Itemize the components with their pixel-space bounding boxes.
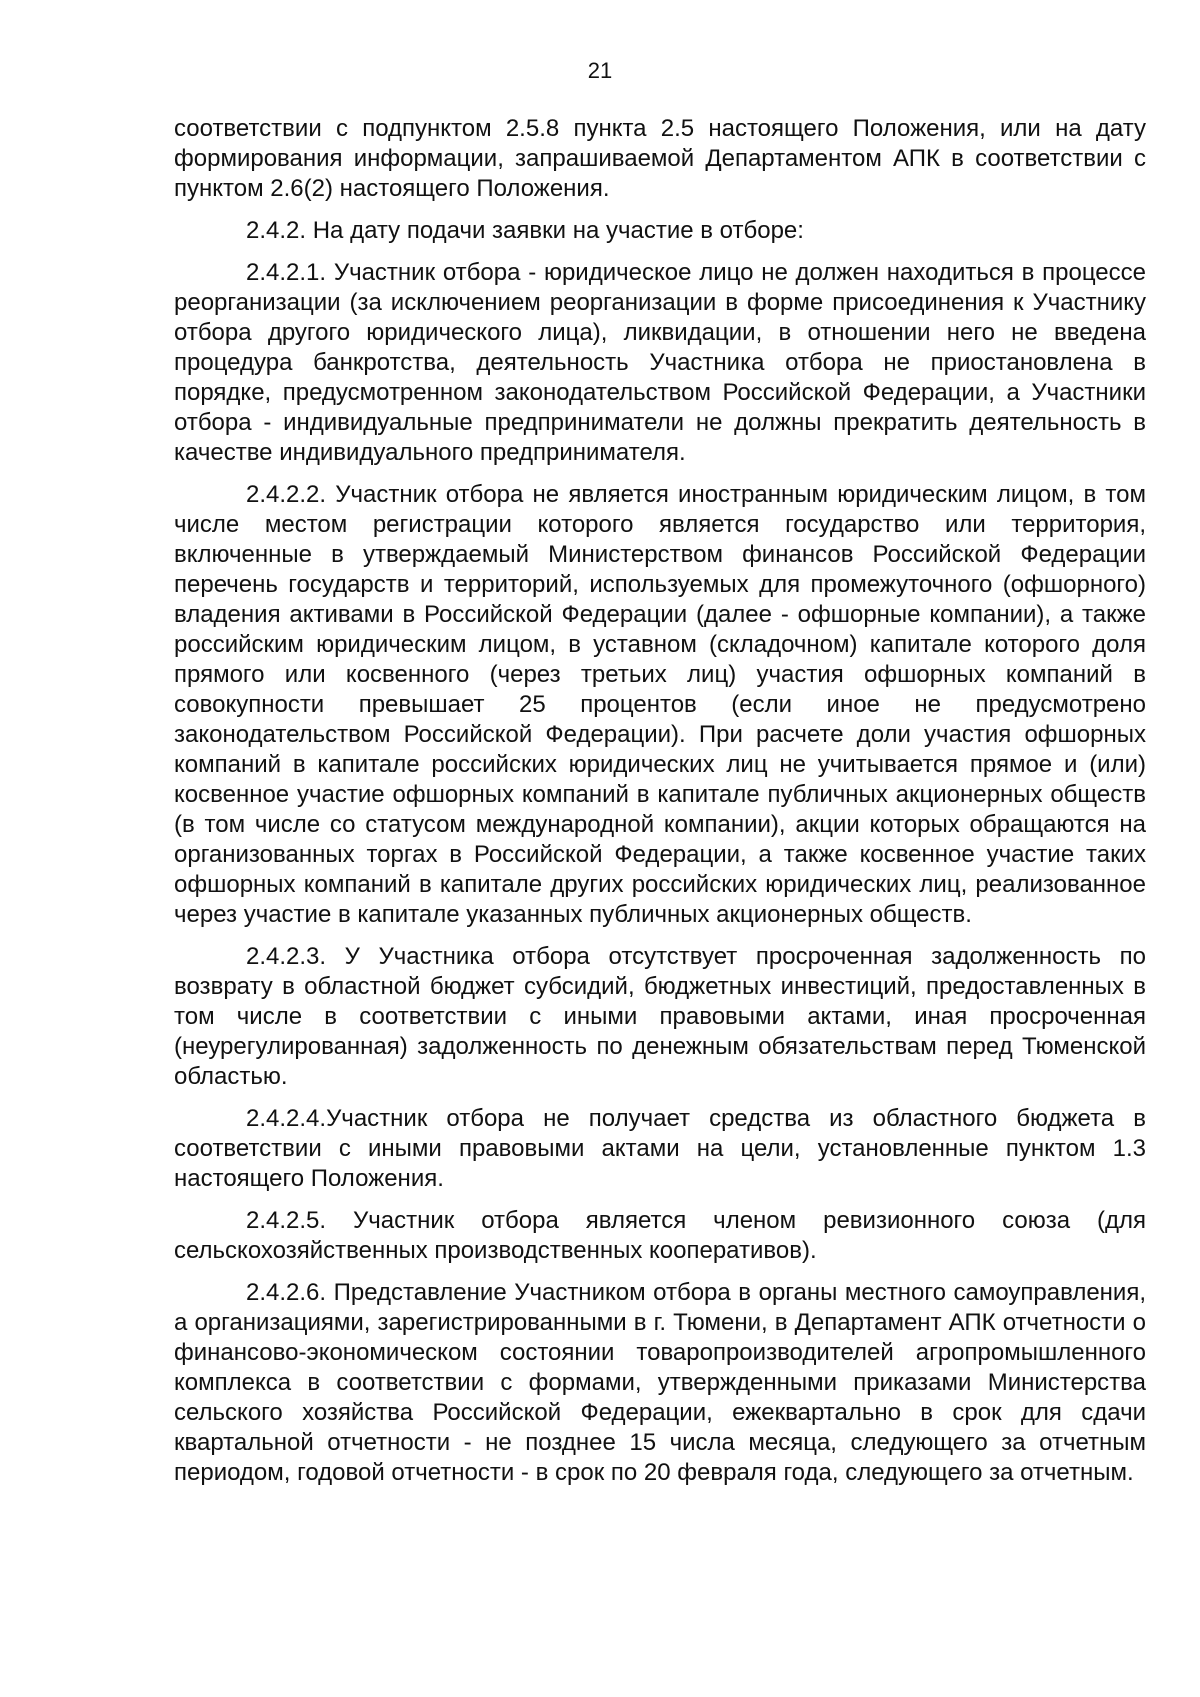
- paragraph-2-4-2-6: 2.4.2.6. Представление Участником отбора в органы местного самоуправления, а организациями, зарегистрированными в г. Тюмени, в Департамент АПК отчетности о финансово-экономическом состоянии товаропроизводителей агропромышленного комплекса в соответствии с формами, утвержденными приказами Министерства сельского хозяйства Российской Федерации, ежеквартально в срок для сдачи квартальной отчетности - не позднее 15 числа месяца, следующего за отчетным периодом, годовой отчетности - в срок по 20 февраля года, следующего за отчетным.: [174, 1279, 1146, 1486]
- paragraph-continuation: соответствии с подпунктом 2.5.8 пункта 2.5 настоящего Положения, или на дату формирования информации, запрашиваемой Департаментом АПК в соответствии с пунктом 2.6(2) настоящего Положения.: [174, 115, 1146, 202]
- document-body: [174, 114, 1146, 1500]
- page-number: 21: [587, 58, 613, 83]
- paragraph-2-4-2-4: 2.4.2.4.Участник отбора не получает средства из областного бюджета в соответствии с иными правовыми актами на цели, установленные пунктом 1.3 настоящего Положения.: [174, 1105, 1146, 1192]
- paragraph-2-4-2-1: 2.4.2.1. Участник отбора - юридическое лицо не должен находиться в процессе реорганизации (за исключением реорганизации в форме присоединения к Участнику отбора другого юридического лица), ликвидации, в отношении него не введена процедура банкротства, деятельность Участника отбора не приостановлена в порядке, предусмотренном законодательством Российской Федерации, а Участники отбора - индивидуальные предприниматели не должны прекратить деятельность в качестве индивидуального предпринимателя.: [174, 259, 1146, 466]
- paragraph-2-4-2-5: 2.4.2.5. Участник отбора является членом ревизионного союза (для сельскохозяйственных производственных кооперативов).: [174, 1207, 1146, 1264]
- paragraph-2-4-2: 2.4.2. На дату подачи заявки на участие в отборе:: [246, 217, 804, 244]
- paragraph-2-4-2-3: 2.4.2.3. У Участника отбора отсутствует просроченная задолженность по возврату в областной бюджет субсидий, бюджетных инвестиций, предоставленных в том числе в соответствии с иными правовыми актами, иная просроченная (неурегулированная) задолженность по денежным обязательствам перед Тюменской областью.: [174, 943, 1146, 1090]
- paragraph-2-4-2-2: 2.4.2.2. Участник отбора не является иностранным юридическим лицом, в том числе местом регистрации которого является государство или территория, включенные в утверждаемый Министерством финансов Российской Федерации перечень государств и территорий, используемых для промежуточного (офшорного) владения активами в Российской Федерации (далее - офшорные компании), а также российским юридическим лицом, в уставном (складочном) капитале которого доля прямого или косвенного (через третьих лиц) участия офшорных компаний в совокупности превышает 25 процентов (если иное не предусмотрено законодательством Российской Федерации). При расчете доли участия офшорных компаний в капитале российских юридических лиц не учитывается прямое и (или) косвенное участие офшорных компаний в капитале публичных акционерных обществ (в том числе со статусом международной компании), акции которых обращаются на организованных торгах в Российской Федерации, а также косвенное участие таких офшорных компаний в капитале других российских юридических лиц, реализованное через участие в капитале указанных публичных акционерных обществ.: [174, 481, 1146, 928]
